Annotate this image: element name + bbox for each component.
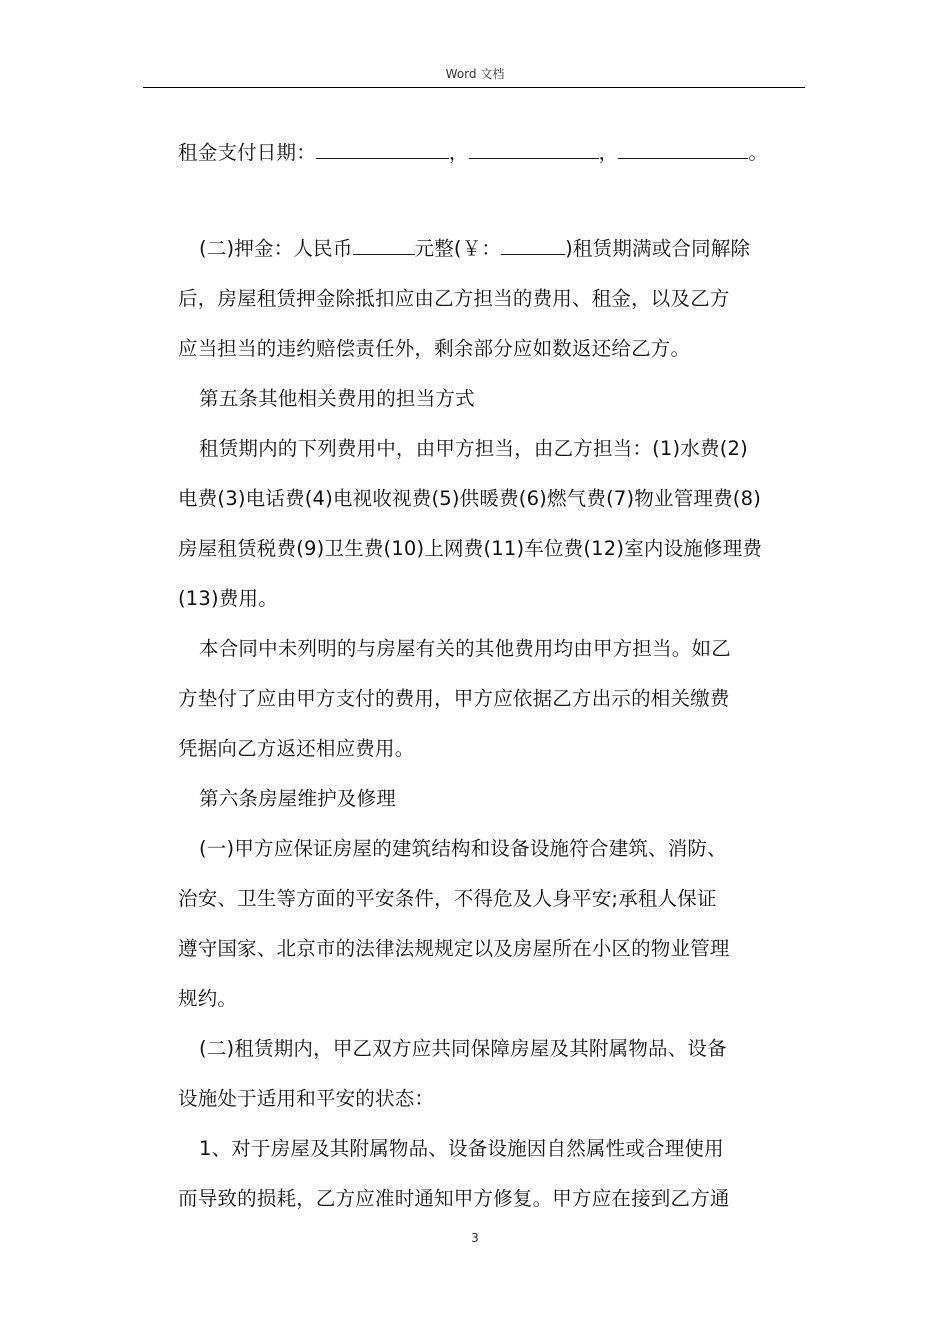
contract-body — [178, 224, 808, 1224]
article-6-p1-line-4: 规约。 — [178, 987, 238, 1010]
payment-date-label: 租金支付日期： — [178, 141, 316, 164]
header-divider — [143, 87, 805, 88]
payment-date-blank-3 — [618, 137, 748, 159]
other-fees-line-1: 本合同中未列明的与房屋有关的其他费用均由甲方担当。如乙 — [199, 637, 731, 660]
payment-date-section — [178, 128, 808, 178]
payment-date-separator: ， — [448, 141, 469, 164]
article-6-p1-line-1: (一)甲方应保证房屋的建筑结构和设备设施符合建筑、消防、 — [199, 837, 727, 860]
payment-date-blank-2 — [469, 137, 599, 159]
deposit-text: (二)押金：人民币 — [199, 237, 353, 260]
page-number: 3 — [471, 1231, 479, 1245]
payment-date-line — [178, 128, 808, 178]
deposit-line-3: 应当担当的违约赔偿责任外，剩余部分应如数返还给乙方。 — [178, 337, 691, 360]
payment-date-end: 。 — [748, 141, 769, 164]
deposit-line-1 — [178, 224, 808, 274]
article-6-p1-line-2: 治安、卫生等方面的平安条件，不得危及人身平安;承租人保证 — [178, 887, 717, 910]
article-5-title: 第五条其他相关费用的担当方式 — [199, 387, 475, 410]
fees-line-4: (13)费用。 — [178, 587, 278, 610]
fees-line-3: 房屋租赁税费(9)卫生费(10)上网费(11)车位费(12)室内设施修理费 — [178, 537, 763, 560]
deposit-text: )租赁期满或合同解除 — [565, 237, 751, 260]
payment-date-blank-1 — [316, 137, 449, 159]
payment-date-separator: ， — [598, 141, 619, 164]
deposit-figure-blank — [501, 233, 565, 255]
article-6-p2-line-2: 设施处于适用和平安的状态： — [178, 1087, 435, 1110]
article-6-p3-line-1: 1、对于房屋及其附属物品、设备设施因自然属性或合理使用 — [199, 1137, 724, 1160]
article-6-p1-line-3: 遵守国家、北京市的法律法规规定以及房屋所在小区的物业管理 — [178, 937, 730, 960]
deposit-paragraph — [178, 224, 808, 374]
article-6-title: 第六条房屋维护及修理 — [199, 787, 397, 810]
other-fees-line-2: 方垫付了应由甲方支付的费用，甲方应依据乙方出示的相关缴费 — [178, 687, 730, 710]
fees-line-2: 电费(3)电话费(4)电视收视费(5)供暖费(6)燃气费(7)物业管理费(8) — [178, 487, 762, 510]
article-6-section — [178, 774, 808, 1224]
article-5-section — [178, 374, 808, 774]
article-6-p3-line-2: 而导致的损耗，乙方应准时通知甲方修复。甲方应在接到乙方通 — [178, 1187, 730, 1210]
page-header: Word 文档 — [445, 67, 505, 81]
deposit-text: 元整(￥： — [414, 237, 502, 260]
article-6-p2-line-1: (二)租赁期内，甲乙双方应共同保障房屋及其附属物品、设备 — [199, 1037, 727, 1060]
other-fees-line-3: 凭据向乙方返还相应费用。 — [178, 737, 415, 760]
fees-line-1: 租赁期内的下列费用中，由甲方担当，由乙方担当：(1)水费(2) — [199, 437, 748, 460]
deposit-line-2: 后，房屋租赁押金除抵扣应由乙方担当的费用、租金，以及乙方 — [178, 287, 730, 310]
deposit-amount-blank — [353, 233, 415, 255]
